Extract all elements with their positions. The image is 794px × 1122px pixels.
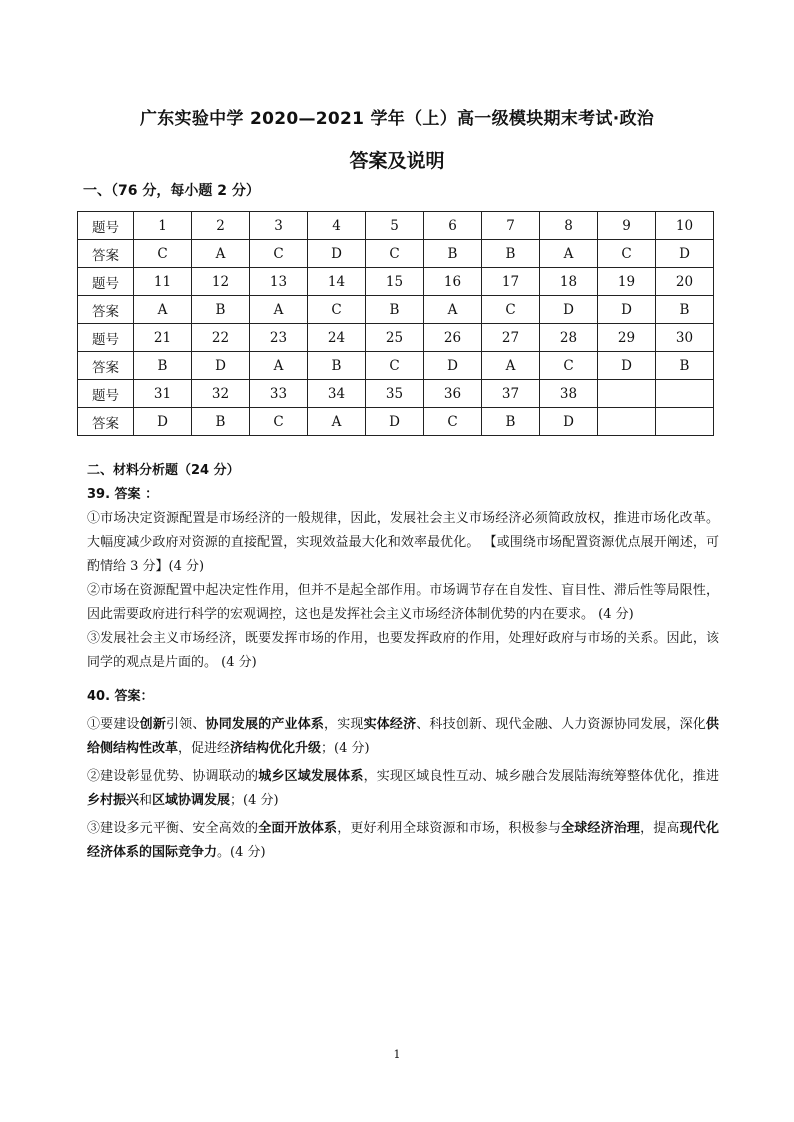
answer-cell: C [250, 240, 308, 268]
question-number-cell: 31 [134, 380, 192, 408]
answer-cell: C [366, 240, 424, 268]
answer-table [77, 211, 714, 436]
answer-cell: A [250, 296, 308, 324]
answer-row [78, 240, 714, 268]
q40-point-1: ①要建设创新引领、协同发展的产业体系，实现实体经济、科技创新、现代金融、人力资源协同发展，深化供给侧结构性改革，促进经济结构优化升级；(4 分) [87, 717, 719, 756]
question-number-cell: 9 [598, 212, 656, 240]
q39-point-3: ③发展社会主义市场经济，既要发挥市场的作用，也要发挥政府的作用，处理好政府与市场的关系。因此，该同学的观点是片面的。 (4 分) [87, 631, 719, 670]
answer-cell: B [482, 240, 540, 268]
question-number-cell: 14 [308, 268, 366, 296]
question-number-cell: 20 [656, 268, 714, 296]
section-2-heading: 二、材料分析题（24 分） [87, 463, 240, 478]
answer-cell: B [134, 352, 192, 380]
question-number-cell: 12 [192, 268, 250, 296]
question-number-cell: 7 [482, 212, 540, 240]
row-label-number: 题号 [78, 380, 134, 408]
answer-cell: D [134, 408, 192, 436]
question-number-cell: 35 [366, 380, 424, 408]
row-label-answer: 答案 [78, 352, 134, 380]
row-label-answer: 答案 [78, 240, 134, 268]
question-number-cell: 38 [540, 380, 598, 408]
question-number-cell: 28 [540, 324, 598, 352]
question-number-row [78, 212, 714, 240]
answer-cell [656, 408, 714, 436]
answer-cell: C [308, 296, 366, 324]
question-number-cell: 13 [250, 268, 308, 296]
q39-heading: 39. 答案 ： [87, 487, 159, 502]
question-number-cell: 27 [482, 324, 540, 352]
question-number-cell: 36 [424, 380, 482, 408]
answer-cell: B [424, 240, 482, 268]
question-number-cell: 18 [540, 268, 598, 296]
question-number-cell: 37 [482, 380, 540, 408]
answer-cell: A [424, 296, 482, 324]
answer-cell: D [366, 408, 424, 436]
section-2 [87, 459, 719, 865]
question-number-cell: 32 [192, 380, 250, 408]
answer-cell: D [540, 296, 598, 324]
question-number-cell: 6 [424, 212, 482, 240]
answer-cell: D [192, 352, 250, 380]
question-number-cell [656, 380, 714, 408]
question-number-cell [598, 380, 656, 408]
question-number-cell: 15 [366, 268, 424, 296]
row-label-answer: 答案 [78, 408, 134, 436]
answer-cell: D [540, 408, 598, 436]
answer-cell: C [482, 296, 540, 324]
answer-cell: A [250, 352, 308, 380]
answer-cell: A [308, 408, 366, 436]
question-number-row [78, 268, 714, 296]
answer-cell: B [656, 352, 714, 380]
answer-cell: A [192, 240, 250, 268]
answer-cell: C [250, 408, 308, 436]
question-number-cell: 34 [308, 380, 366, 408]
question-number-cell: 25 [366, 324, 424, 352]
question-number-cell: 16 [424, 268, 482, 296]
question-number-row [78, 380, 714, 408]
answer-cell: C [134, 240, 192, 268]
answer-row [78, 408, 714, 436]
q39-point-2: ②市场在资源配置中起决定性作用，但并不是起全部作用。市场调节存在自发性、盲目性、滞后性等局限性，因此需要政府进行科学的宏观调控，这也是发挥社会主义市场经济体制优势的内在要求。 (4 分) [87, 583, 719, 622]
answer-cell: B [192, 296, 250, 324]
answer-cell: B [482, 408, 540, 436]
answer-cell: D [308, 240, 366, 268]
q40-point-2: ②建设彰显优势、协调联动的城乡区域发展体系，实现区域良性互动、城乡融合发展陆海统筹整体优化，推进乡村振兴和区域协调发展；(4 分) [87, 769, 719, 808]
answer-row [78, 296, 714, 324]
question-number-cell: 17 [482, 268, 540, 296]
question-number-row [78, 324, 714, 352]
question-number-cell: 8 [540, 212, 598, 240]
question-number-cell: 4 [308, 212, 366, 240]
question-number-cell: 33 [250, 380, 308, 408]
question-number-cell: 24 [308, 324, 366, 352]
answer-cell: C [540, 352, 598, 380]
question-number-cell: 21 [134, 324, 192, 352]
question-number-cell: 2 [192, 212, 250, 240]
row-label-number: 题号 [78, 268, 134, 296]
answer-cell: B [192, 408, 250, 436]
answer-cell: B [656, 296, 714, 324]
q40-heading: 40. 答案： [87, 689, 154, 704]
page-number: 1 [393, 1048, 401, 1061]
page-title: 广东实验中学 2020—2021 学年（上）高一级模块期末考试·政治 [139, 109, 655, 129]
question-number-cell: 5 [366, 212, 424, 240]
question-number-cell: 26 [424, 324, 482, 352]
answer-cell: A [482, 352, 540, 380]
question-number-cell: 3 [250, 212, 308, 240]
question-number-cell: 10 [656, 212, 714, 240]
answer-cell: D [598, 352, 656, 380]
question-number-cell: 23 [250, 324, 308, 352]
question-number-cell: 22 [192, 324, 250, 352]
answer-cell: C [366, 352, 424, 380]
q39-point-1: ①市场决定资源配置是市场经济的一般规律，因此，发展社会主义市场经济必须简政放权，推进市场化改革。大幅度减少政府对资源的直接配置，实现效益最大化和效率最优化。 【或围绕市场配置资源优点展开阐述，可酌情给 3 分】(4 分) [87, 511, 719, 574]
answer-cell: D [598, 296, 656, 324]
question-number-cell: 29 [598, 324, 656, 352]
answer-cell: C [598, 240, 656, 268]
page-subtitle: 答案及说明 [349, 150, 445, 172]
answer-cell: C [424, 408, 482, 436]
section-1-heading: 一、（76 分，每小题 2 分） [83, 183, 260, 199]
question-number-cell: 19 [598, 268, 656, 296]
answer-cell: B [366, 296, 424, 324]
answer-row [78, 352, 714, 380]
question-number-cell: 30 [656, 324, 714, 352]
q40-point-3: ③建设多元平衡、安全高效的全面开放体系，更好利用全球资源和市场，积极参与全球经济治理，提高现代化经济体系的国际竞争力。(4 分) [87, 821, 719, 860]
answer-cell: A [540, 240, 598, 268]
row-label-number: 题号 [78, 212, 134, 240]
question-number-cell: 11 [134, 268, 192, 296]
answer-cell: A [134, 296, 192, 324]
answer-cell [598, 408, 656, 436]
answer-cell: D [424, 352, 482, 380]
answer-cell: D [656, 240, 714, 268]
question-number-cell: 1 [134, 212, 192, 240]
row-label-number: 题号 [78, 324, 134, 352]
row-label-answer: 答案 [78, 296, 134, 324]
answer-cell: B [308, 352, 366, 380]
